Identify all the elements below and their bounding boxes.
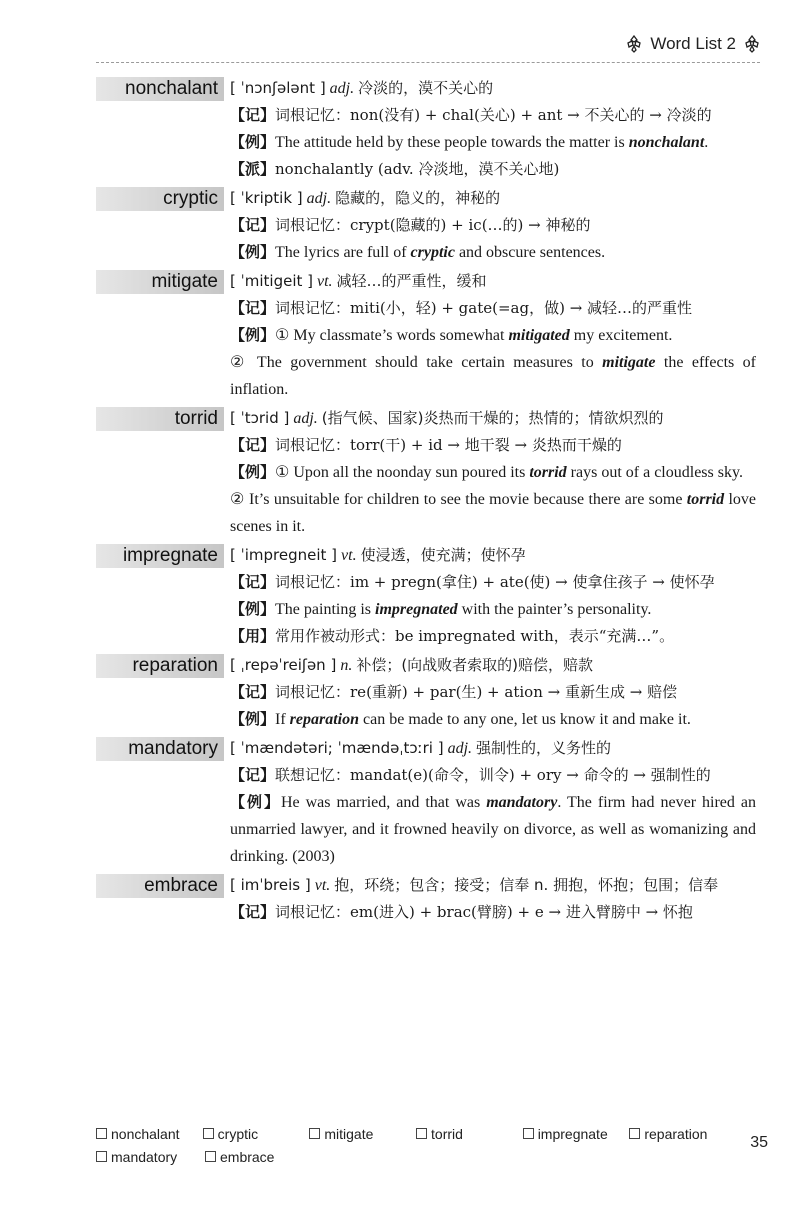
word-entry [96, 405, 756, 540]
headword: mitigate [96, 270, 224, 294]
definition: 补偿；(向战败者索取的)赔偿，赔款 [356, 656, 594, 674]
example-text: The painting is [275, 601, 375, 618]
example-text: ① My classmate’s words somewhat [275, 327, 509, 344]
headword: mandatory [96, 737, 224, 761]
memory-note: 词根记忆：em(进入) + brac(臂膀) + e → 进入臂膀中 → 怀抱 [275, 903, 693, 921]
example-text-end: . [704, 134, 709, 151]
example-keyword: cryptic [410, 244, 455, 261]
word-entry [96, 652, 756, 733]
part-of-speech: adj. [306, 190, 332, 207]
example-text: He was married, and that was [280, 794, 487, 811]
example-text-end: the effects of inflation. [230, 354, 757, 398]
example-keyword: impregnated [375, 601, 458, 618]
checklist-item-torrid[interactable] [416, 1122, 523, 1145]
review-checklist [96, 1122, 736, 1168]
checkbox-icon[interactable] [309, 1128, 320, 1139]
definition: 隐藏的，隐义的，神秘的 [335, 189, 501, 207]
memory-note: 词根记忆：im + pregn(拿住) + ate(使) → 使拿住孩子 → 使怀孕 [275, 573, 715, 591]
example-keyword: mitigated [508, 327, 570, 344]
word-entry [96, 268, 756, 403]
checklist-label: cryptic [217, 1125, 259, 1142]
example-tag: 【例】 [230, 793, 281, 811]
memory-note: 词根记忆：non(没有) + chal(关心) + ant → 不关心的 → 冷淡的 [275, 106, 712, 124]
checklist-item-cryptic[interactable] [203, 1122, 310, 1145]
checklist-label: embrace [220, 1148, 275, 1165]
headword: cryptic [96, 187, 224, 211]
phonetic: [ ˈmændətəri; ˈmændəˌtɔːri ] [230, 739, 444, 757]
memory-tag: 【记】 [230, 903, 276, 921]
example-tag: 【例】 [230, 243, 276, 261]
example-text: ② The government should take certain measures to [230, 354, 603, 371]
part-of-speech: adj. [293, 410, 318, 427]
checkbox-icon[interactable] [205, 1151, 216, 1162]
checkbox-icon[interactable] [629, 1128, 640, 1139]
derivative-tag: 【派】 [230, 160, 276, 178]
phonetic: [ ˌrepəˈreiʃən ] [230, 656, 337, 674]
checklist-label: reparation [644, 1125, 708, 1142]
checklist-label: mandatory [111, 1148, 178, 1165]
word-entry [96, 185, 756, 266]
memory-note: 词根记忆：miti(小，轻) + gate(=ag，做) → 减轻…的严重性 [275, 299, 693, 317]
headword: embrace [96, 874, 224, 898]
word-entry [96, 735, 756, 870]
phonetic: [ ˈnɔnʃələnt ] [230, 79, 326, 97]
page-number: 35 [750, 1134, 768, 1151]
example-text: The attitude held by these people towards the matter is [275, 134, 629, 151]
example-keyword: reparation [289, 711, 360, 728]
checklist-item-reparation[interactable] [629, 1122, 736, 1145]
usage-tag: 【用】 [230, 627, 276, 645]
definition: 冷淡的，漠不关心的 [358, 79, 494, 97]
checklist-label: nonchalant [111, 1125, 180, 1142]
example-text-end: can be made to any one, let us know it and make it. [359, 711, 691, 728]
example-text: ① Upon all the noonday sun poured its [275, 464, 530, 481]
definition: 使浸透，使充满；使怀孕 [360, 546, 526, 564]
example-keyword: mandatory [486, 794, 558, 811]
running-header [626, 34, 760, 54]
checkbox-icon[interactable] [416, 1128, 427, 1139]
clover-ornament-icon [626, 35, 642, 53]
checkbox-icon[interactable] [96, 1128, 107, 1139]
memory-tag: 【记】 [230, 683, 276, 701]
header-divider [96, 62, 760, 63]
part-of-speech: vt. [341, 547, 357, 564]
example-tag: 【例】 [230, 463, 276, 481]
headword: torrid [96, 407, 224, 431]
memory-note: 词根记忆：crypt(隐藏的) + ic(…的) → 神秘的 [275, 216, 591, 234]
headword: impregnate [96, 544, 224, 568]
checklist-label: mitigate [324, 1125, 374, 1142]
example-keyword: torrid [529, 464, 567, 481]
checklist-item-impregnate[interactable] [523, 1122, 630, 1145]
headword: nonchalant [96, 77, 224, 101]
example-text-end: rays out of a cloudless sky. [566, 464, 743, 481]
definition: (指气候、国家)炎热而干燥的；热情的；情欲炽烈的 [321, 409, 664, 427]
example-text-end: and obscure sentences. [454, 244, 606, 261]
phonetic: [ ˈkriptik ] [230, 189, 303, 207]
example-text-end: love scenes in it. [230, 491, 756, 535]
checklist-item-mitigate[interactable] [309, 1122, 416, 1145]
phonetic: [ imˈbreis ] [230, 876, 311, 894]
memory-note: 词根记忆：torr(干) + id → 地干裂 → 炎热而干燥的 [275, 436, 622, 454]
memory-tag: 【记】 [230, 573, 276, 591]
example-text: If [275, 711, 290, 728]
checklist-label: impregnate [537, 1125, 608, 1142]
checkbox-icon[interactable] [203, 1128, 214, 1139]
word-entry [96, 542, 756, 650]
example-tag: 【例】 [230, 710, 276, 728]
example-text-end: . The firm had never hired an unmarried lawyer, and it frowned heavily on divorce, as well as womanizing and drinking. (2003) [230, 794, 756, 865]
memory-note: 词根记忆：re(重新) + par(生) + ation → 重新生成 → 赔偿 [275, 683, 678, 701]
phonetic: [ ˈmitigeit ] [230, 272, 313, 290]
usage-note: 常用作被动形式：be impregnated with，表示“充满…”。 [275, 627, 675, 645]
phonetic: [ ˈimpregneit ] [230, 546, 338, 564]
example-text: ② It’s unsuitable for children to see the movie because there are some [230, 491, 687, 508]
memory-note: 联想记忆：mandat(e)(命令，训令) + ory → 命令的 → 强制性的 [275, 766, 711, 784]
part-of-speech: vt. [317, 273, 333, 290]
example-tag: 【例】 [230, 326, 276, 344]
memory-tag: 【记】 [230, 106, 276, 124]
word-entries [96, 75, 756, 928]
memory-tag: 【记】 [230, 766, 276, 784]
example-keyword: mitigate [602, 354, 656, 371]
clover-ornament-icon [744, 35, 760, 53]
checklist-item-mandatory[interactable] [96, 1145, 205, 1168]
example-tag: 【例】 [230, 133, 276, 151]
word-entry [96, 872, 756, 926]
memory-tag: 【记】 [230, 436, 276, 454]
example-keyword: torrid [686, 491, 725, 508]
part-of-speech: vt. [314, 877, 331, 894]
checklist-item-embrace[interactable] [205, 1145, 314, 1168]
example-text-end: my excitement. [569, 327, 673, 344]
headword: reparation [96, 654, 224, 678]
phonetic: [ ˈtɔrid ] [230, 409, 290, 427]
checklist-label: torrid [431, 1125, 463, 1142]
word-list-title: Word List 2 [650, 34, 736, 53]
definition: 减轻…的严重性，缓和 [336, 272, 487, 290]
definition: 抱，环绕；包含；接受；信奉 n. 拥抱，怀抱；包围；信奉 [334, 876, 719, 894]
derivative-note: nonchalantly (adv. 冷淡地，漠不关心地) [275, 160, 560, 178]
example-text: The lyrics are full of [275, 244, 411, 261]
checklist-item-nonchalant[interactable] [96, 1122, 203, 1145]
memory-tag: 【记】 [230, 216, 276, 234]
part-of-speech: adj. [447, 740, 473, 757]
definition: 强制性的，义务性的 [476, 739, 612, 757]
checkbox-icon[interactable] [96, 1151, 107, 1162]
example-keyword: nonchalant [628, 134, 705, 151]
memory-tag: 【记】 [230, 299, 276, 317]
word-entry [96, 75, 756, 183]
example-tag: 【例】 [230, 600, 276, 618]
part-of-speech: adj. [329, 80, 355, 97]
checkbox-icon[interactable] [523, 1128, 534, 1139]
part-of-speech: n. [340, 657, 353, 674]
example-text-end: with the painter’s personality. [457, 601, 652, 618]
